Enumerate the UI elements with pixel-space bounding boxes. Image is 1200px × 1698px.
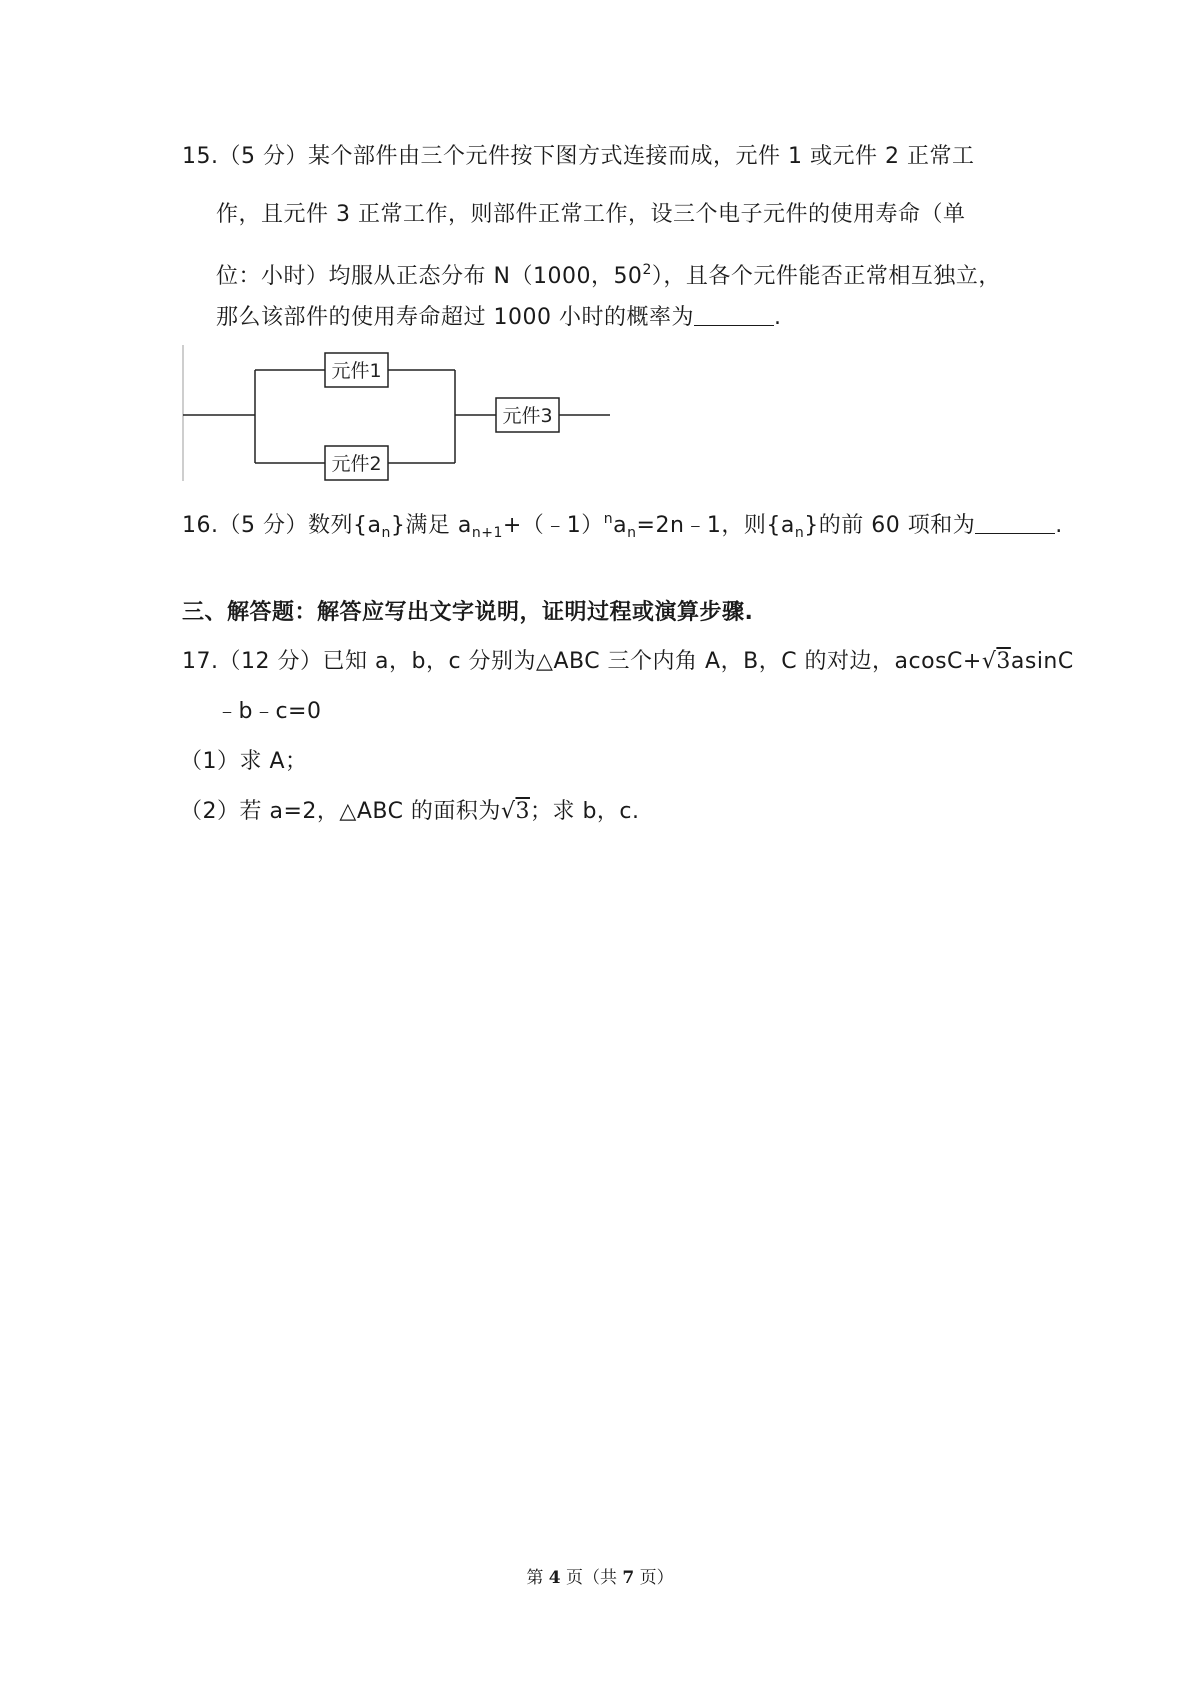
q17-text-1b: asinC: [1010, 649, 1074, 674]
q16-line: [182, 504, 1063, 548]
q16-subscript-2: n+1: [471, 525, 503, 541]
q17-line-1: [182, 647, 1074, 677]
q15-score: （5 分）: [218, 144, 308, 169]
q15-period: .: [773, 305, 782, 330]
q16-subscript-3: n: [627, 525, 637, 541]
q15-line-3: [216, 255, 1001, 292]
page-number: 4: [548, 1568, 561, 1588]
q16-text-2: }满足 a: [390, 513, 472, 538]
page-footer: [0, 1563, 1200, 1588]
component-label-1: 元件1: [331, 360, 382, 382]
q15-text-3a: 位：小时）均服从正态分布 N（1000，50: [216, 264, 643, 289]
q15-text-3b: ），且各个元件能否正常相互独立，: [651, 264, 1001, 289]
q16-superscript: n: [603, 511, 614, 527]
footer-suffix: 页）: [639, 1568, 674, 1588]
q16-text-3: +（﹣1）: [502, 513, 604, 538]
q16-text-4: a: [613, 513, 628, 538]
sqrt-symbol: √3: [500, 799, 530, 824]
q16-text-6: }的前 60 项和为: [804, 513, 976, 538]
q15-line-4: [216, 303, 781, 333]
q16-answer-blank: [975, 513, 1055, 534]
q16-text-5: =2n﹣1，则{a: [636, 513, 795, 538]
footer-middle: 页（共: [566, 1568, 617, 1588]
q16-subscript-4: n: [794, 525, 805, 541]
q16-subscript-1: n: [381, 525, 391, 541]
q15-number: 15.: [182, 144, 219, 169]
q17-number: 17.: [182, 649, 219, 674]
q17-part-2b: ；求 b，c.: [529, 799, 640, 824]
sqrt-symbol: √3: [981, 649, 1011, 674]
q16-number: 16.: [182, 513, 219, 538]
q16-score: （5 分）: [218, 513, 308, 538]
q17-part-2: [180, 797, 640, 827]
q17-text-1a: 已知 a，b，c 分别为△ABC 三个内角 A，B，C 的对边，acosC+: [322, 649, 982, 674]
q15-line-1: [182, 142, 974, 172]
q17-part-1: （1）求 A；: [180, 749, 308, 774]
footer-prefix: 第: [526, 1568, 544, 1588]
q15-answer-blank: [694, 305, 774, 326]
page-total: 7: [622, 1568, 635, 1588]
q17-part-2a: （2）若 a=2，△ABC 的面积为: [180, 799, 501, 824]
component-label-3: 元件3: [502, 405, 553, 427]
q16-period: .: [1055, 513, 1063, 538]
q17-sqrt-radicand-2: 3: [515, 799, 530, 824]
q17-line-2: ﹣b﹣c=0: [216, 699, 322, 724]
q15-line-2: [216, 200, 966, 230]
q15-superscript: 2: [642, 262, 652, 278]
q15-text-4: 那么该部件的使用寿命超过 1000 小时的概率为: [216, 305, 694, 330]
q16-text-1: 数列{a: [308, 513, 382, 538]
q15-text-1: 某个部件由三个元件按下图方式连接而成，元件 1 或元件 2 正常工: [308, 144, 975, 169]
q15-text-2: 作，且元件 3 正常工作，则部件正常工作，设三个电子元件的使用寿命（单: [216, 202, 966, 227]
q17-score: （12 分）: [218, 649, 323, 674]
circuit-diagram: [180, 345, 630, 485]
section-3-heading: 三、解答题：解答应写出文字说明，证明过程或演算步骤.: [182, 600, 754, 625]
component-label-2: 元件2: [331, 453, 382, 475]
q17-sqrt-radicand-1: 3: [996, 649, 1011, 674]
